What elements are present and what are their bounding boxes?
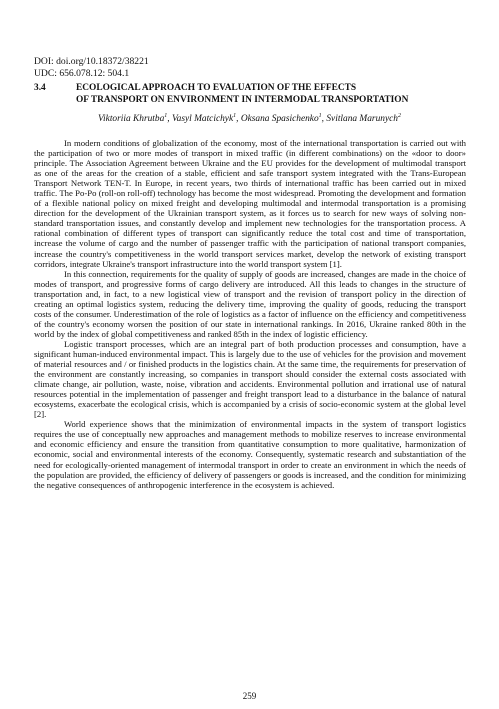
author-affiliation: 1	[164, 113, 168, 119]
title-line-1: ECOLOGICAL APPROACH TO EVALUATION OF THE EFFECTS	[76, 83, 357, 93]
body-text	[34, 138, 466, 490]
author-affiliation: 2	[397, 113, 401, 119]
page-number: 259	[242, 691, 257, 701]
udc-line: UDC: 656.078.12: 504.1	[34, 68, 130, 79]
author-name: Oksana Spasichenko	[240, 114, 319, 125]
author-list	[0, 110, 499, 125]
doi-line: DOI: doi.org/10.18372/38221	[34, 56, 149, 67]
author-name: Vasyl Matcichyk	[171, 114, 234, 125]
paragraph: World experience shows that the minimization of environmental impacts in the system of transport logistics requires the use of conceptually new approaches and management methods to mobilize reserves to increase environmental and economic efficiency and ensure the transition from quantitative consumption to more qualitative, harmonization of economic, social and environmental interests of the economy. Consequently, systematic research and substantiation of the need for ecologically-oriented management of intermodal transport in order to create an environment in which the needs of the population are provided, the efficiency of delivery of passengers or goods is increased, and the condition for minimizing the negative consequences of anthropogenic interference in the ecosystem is achieved.	[34, 419, 466, 490]
author	[241, 114, 322, 124]
author	[98, 114, 167, 124]
paragraph: Logistic transport processes, which are an integral part of both production processes and consumption, have a significant human-induced environmental impact. This is largely due to the use of vehicles for the provision and movement of material resources and / or finished products in the logistics chain. At the same time, the requirements for preservation of the environment are constantly increasing, so companies in transport should consider the external costs associated with climate change, air pollution, waste, noise, vibration and accidents. Environmental pollution and irrational use of natural resources potential in the implementation of passenger and freight transport lead to a disturbance in the balance of natural ecosystems, exacerbate the ecological crisis, which is accompanied by a crisis of socio-economic system at the global level [2].	[34, 338, 466, 420]
author	[326, 114, 401, 124]
author-name: Viktoriia Khrutba	[98, 114, 165, 125]
title-line-2: OF TRANSPORT ON ENVIRONMENT IN INTERMODAL TRANSPORTATION	[76, 95, 409, 105]
author-separator: ,	[236, 114, 241, 125]
section-number: 3.4	[34, 83, 46, 93]
paragraph: In modern conditions of globalization of the economy, most of the international transportation is carried out with the participation of two or more modes of transport in mixed traffic (in different combinations) on the «door to door» principle. The Association Agreement between Ukraine and the EU provides for the development of multimodal transport as one of the areas for the creation of a stable, efficient and safe transport system integrated with the Trans-European Transport Network TEN-T. In Europe, in recent years, two thirds of international traffic has been carried out in mixed traffic. The Po-Po (roll-on roll-off) technology has become the most widespread. Promoting the development and formation of a flexible national policy on mixed freight and developing multimodal and intermodal transportation is a promising direction for the development of the Ukrainian transport system, as it forces us to search for new ways of solving non-standard transportation issues, and constantly develop and implement new technologies for the transportation process. A rational combination of different types of transport can significantly reduce the total cost and time of transportation, increase the volume of cargo and the number of passenger traffic with the participation of national transport companies, increase the country's competitiveness in the world transport services market, develop the network of existing transport corridors, integrate Ukraine's transport infrastructure into the world transport system [1].	[34, 138, 466, 269]
paragraph: In this connection, requirements for the quality of supply of goods are increased, changes are made in the choice of modes of transport, and progressive forms of cargo delivery are introduced. All this leads to changes in the structure of transportation and, in fact, to a new logistical view of transport and the revision of transport policy in the direction of creating an optimal logistics system, reducing the delivery time, improving the quality of goods, reducing the transport costs of the consumer. Underestimation of the role of logistics as a factor of influence on the efficiency and competitiveness of the country's economy worsen the position of our state in international rankings. In 2016, Ukraine ranked 80th in the world by the index of global competitiveness and ranked 85th in the index of logistic efficiency.	[34, 268, 466, 339]
author-separator: ,	[321, 114, 327, 125]
author-affiliation: 1	[233, 113, 237, 119]
author	[172, 114, 236, 124]
author-separator: ,	[167, 114, 172, 125]
author-affiliation: 1	[318, 113, 322, 119]
author-name: Svitlana Marunych	[326, 114, 398, 125]
